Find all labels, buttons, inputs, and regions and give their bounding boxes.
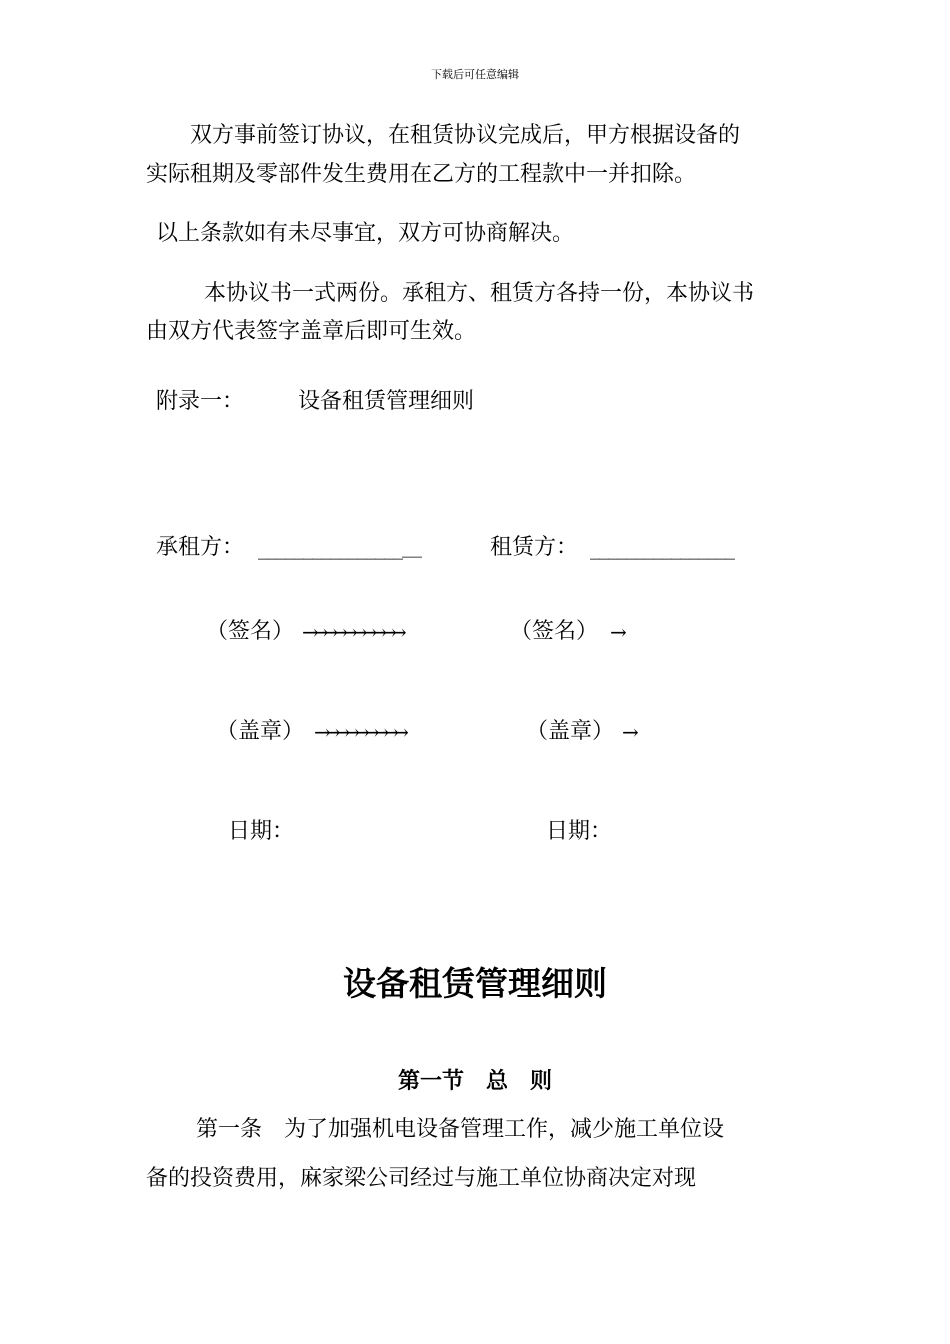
sign-right-arrows: →: [610, 620, 620, 644]
section-title: 第一节 总 则: [397, 1068, 552, 1094]
document-title: 设备租赁管理细则: [343, 964, 607, 1003]
paragraph-3-line-2: 由双方代表签字盖章后即可生效。: [146, 319, 477, 344]
paragraph-1-line-2: 实际租期及零部件发生费用在乙方的工程款中一并扣除。: [146, 162, 697, 187]
seal-right-label: （盖章）: [526, 719, 615, 744]
article-1-line-2: 备的投资费用，麻家梁公司经过与施工单位协商决定对现: [146, 1166, 697, 1191]
appendix-value: 设备租赁管理细则: [298, 389, 475, 414]
date-right-label: 日期：: [546, 819, 613, 844]
sign-left-label: （签名）: [206, 619, 295, 644]
page-header: 下载后可任意编辑: [431, 68, 519, 81]
sign-right-label: （签名）: [510, 619, 599, 644]
appendix-label: 附录一：: [156, 389, 245, 414]
lessee-blank: ________________＿: [258, 536, 421, 560]
lessor-label: 租赁方：: [490, 535, 579, 560]
seal-left-label: （盖章）: [216, 719, 305, 744]
paragraph-3-line-1: 本协议书一式两份。承租方、租赁方各持一份，本协议书: [204, 281, 755, 306]
lessee-label: 承租方：: [156, 535, 245, 560]
date-left-label: 日期：: [228, 819, 295, 844]
seal-right-arrows: →: [622, 720, 632, 744]
paragraph-1-line-1: 双方事前签订协议，在租赁协议完成后，甲方根据设备的: [190, 123, 741, 148]
sign-left-arrows: →→→→→→→→→→: [302, 620, 400, 644]
paragraph-2: 以上条款如有未尽事宜，双方可协商解决。: [156, 221, 575, 246]
article-1-line-1: 第一条 为了加强机电设备管理工作，减少施工单位设: [196, 1117, 725, 1142]
lessor-blank: ________________: [590, 536, 734, 560]
seal-left-arrows: →→→→→→→→→: [314, 720, 402, 744]
